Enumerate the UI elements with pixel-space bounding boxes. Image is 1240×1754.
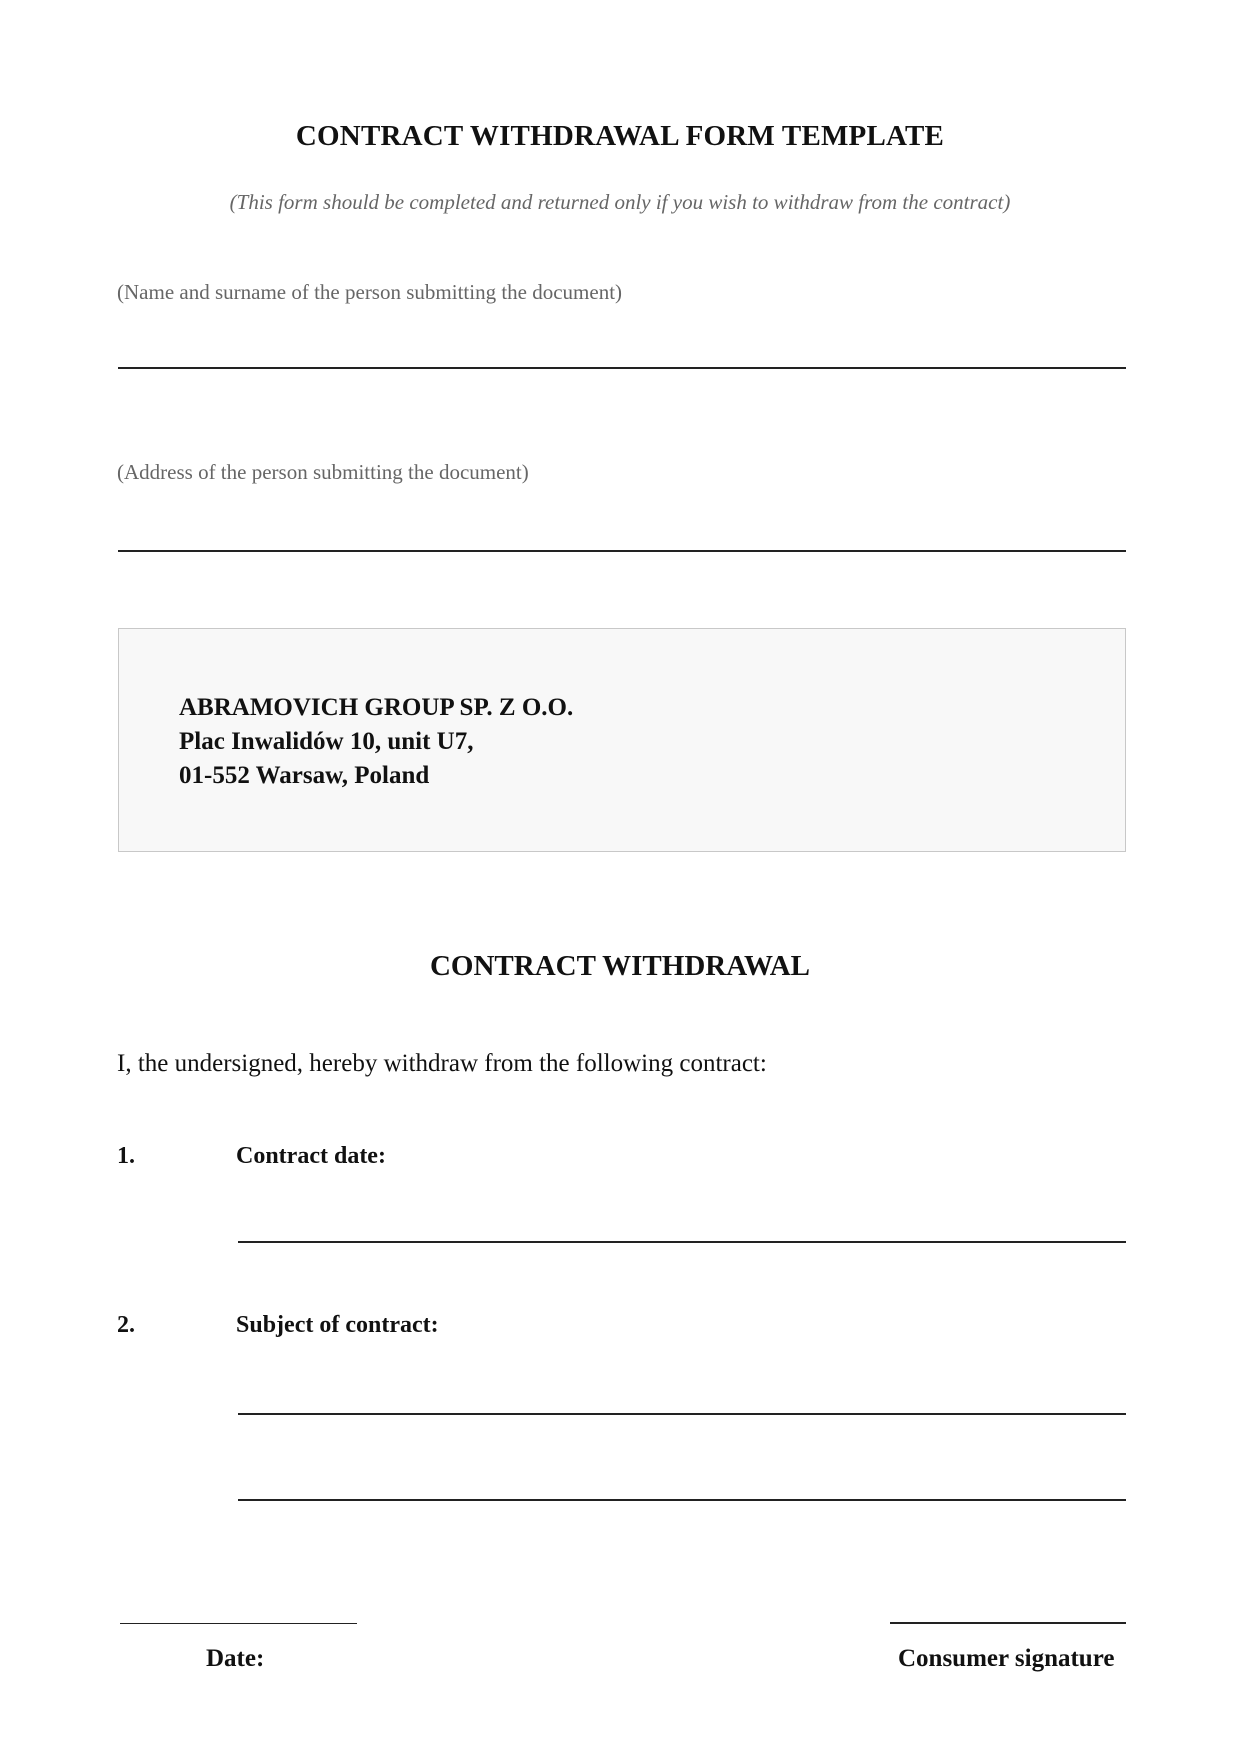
- address-field-label: (Address of the person submitting the document): [117, 460, 529, 484]
- recipient-city: 01-552 Warsaw, Poland: [179, 762, 430, 789]
- contract-date-line[interactable]: [238, 1241, 1126, 1243]
- document-title: CONTRACT WITHDRAWAL FORM TEMPLATE: [295, 120, 945, 152]
- intro-statement: I, the undersigned, hereby withdraw from the following contract:: [117, 1050, 767, 1077]
- date-label: Date:: [206, 1645, 265, 1672]
- recipient-street: Plac Inwalidów 10, unit U7,: [179, 728, 474, 755]
- item-number-1: 1.: [117, 1143, 135, 1169]
- consumer-signature-label: Consumer signature: [898, 1645, 1115, 1672]
- date-signature-line[interactable]: [120, 1623, 357, 1624]
- recipient-address: [179, 691, 573, 793]
- name-field-label: (Name and surname of the person submitting the document): [117, 280, 623, 304]
- address-field-line[interactable]: [118, 550, 1126, 552]
- contract-date-label: Contract date:: [236, 1143, 386, 1169]
- section-title: CONTRACT WITHDRAWAL: [429, 950, 811, 982]
- contract-subject-line-2[interactable]: [238, 1499, 1126, 1501]
- consumer-signature-line[interactable]: [890, 1622, 1126, 1624]
- contract-subject-line-1[interactable]: [238, 1413, 1126, 1415]
- contract-subject-label: Subject of contract:: [236, 1312, 439, 1338]
- name-field-line[interactable]: [118, 367, 1126, 369]
- recipient-address-box: [118, 628, 1126, 852]
- document-subtitle: (This form should be completed and returned only if you wish to withdraw from the contract): [229, 190, 1011, 214]
- item-number-2: 2.: [117, 1312, 135, 1338]
- recipient-company-name: ABRAMOVICH GROUP SP. Z O.O.: [179, 694, 574, 721]
